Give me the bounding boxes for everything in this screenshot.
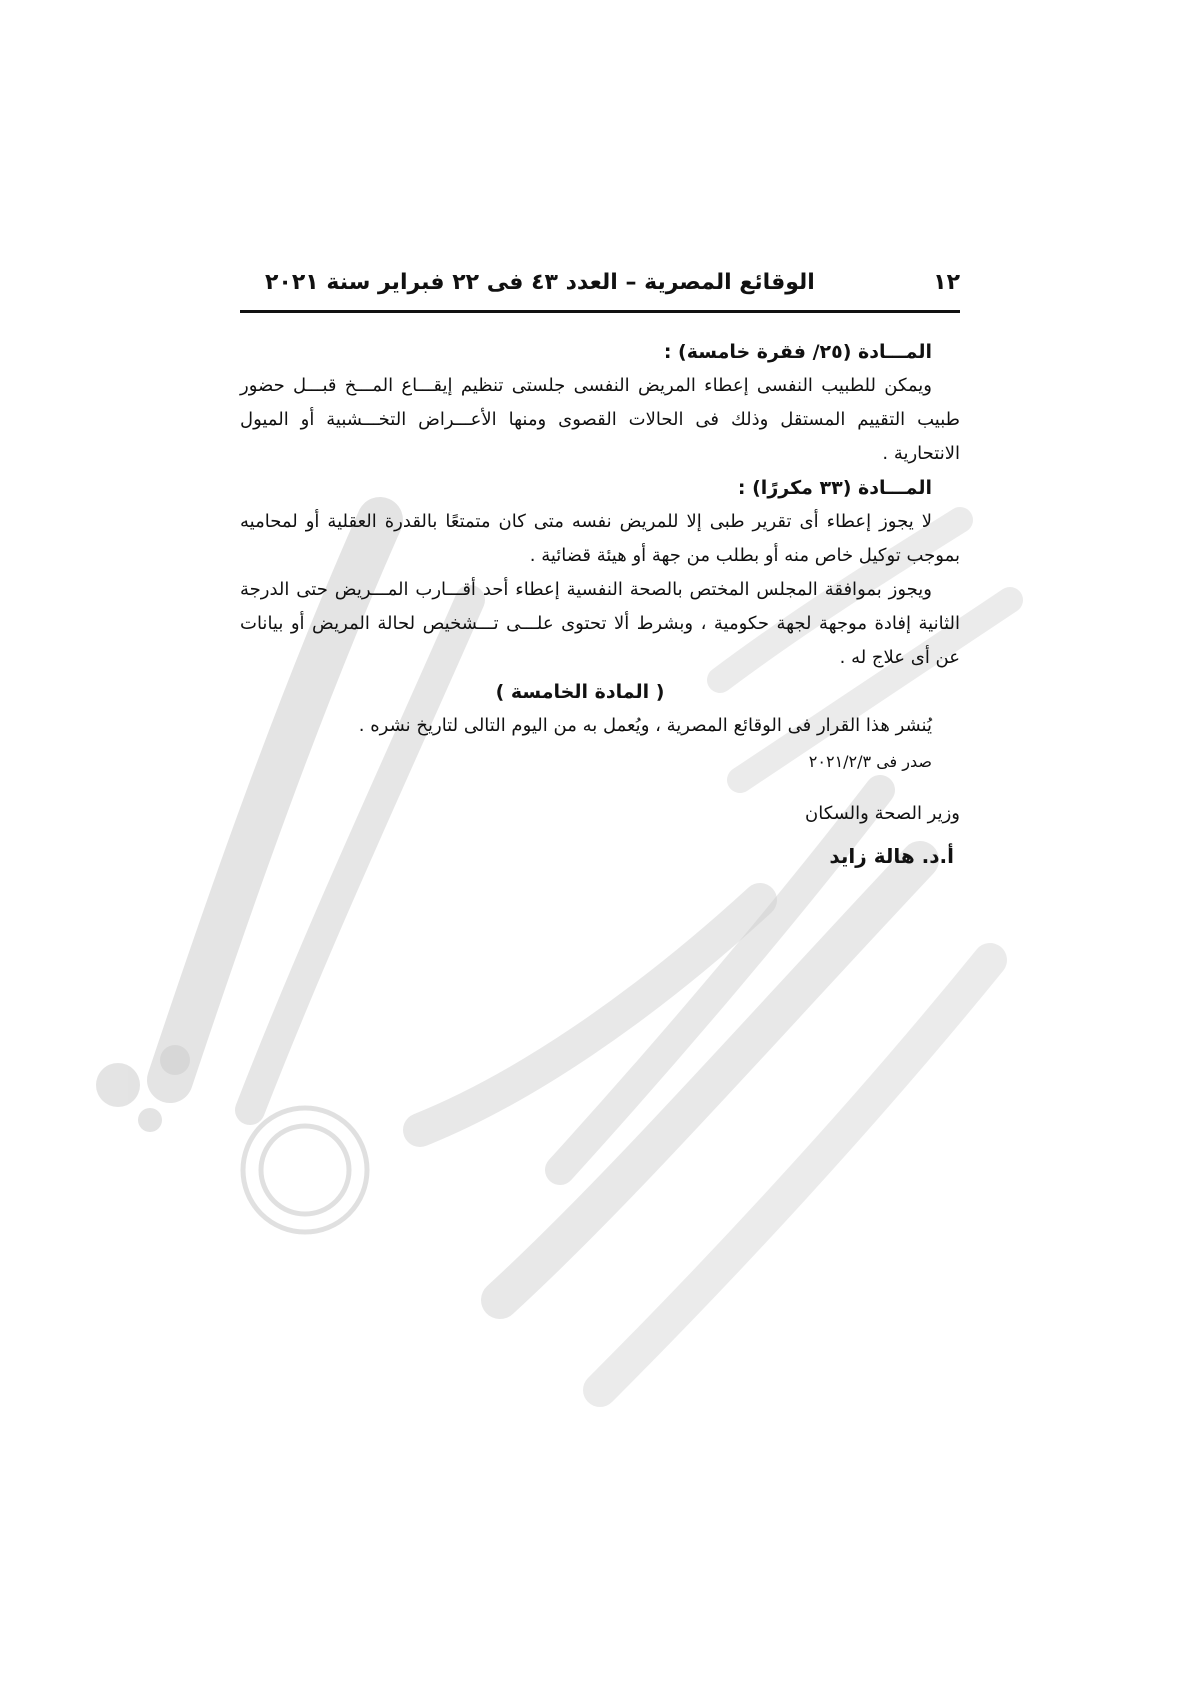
article-33-bis — [240, 471, 960, 675]
page-number: ١٢ — [933, 270, 960, 295]
gazette-title: الوقائع المصرية – العدد ٤٣ فى ٢٢ فبراير سنة ٢٠٢١ — [265, 270, 815, 295]
minister-title: وزير الصحة والسكان — [804, 803, 960, 824]
article-heading: المـــادة (٢٥/ فقرة خامسة) : — [663, 341, 932, 363]
issue-date: صدر فى ٢٠٢١/٢/٣ — [808, 752, 932, 771]
article-paragraph: لا يجوز إعطاء أى تقرير طبى إلا للمريض نفسه متى كان متمتعًا بالقدرة العقلية أو لمحاميه بموجب توكيل خاص منه أو بطلب من جهة أو هيئة قضائية . — [240, 511, 960, 566]
fifth-article-text: يُنشر هذا القرار فى الوقائع المصرية ، ويُعمل به من اليوم التالى لتاريخ نشره . — [358, 715, 932, 736]
document-page — [240, 270, 960, 873]
article-paragraph: ويمكن للطبيب النفسى إعطاء المريض النفسى جلستى تنظيم إيقـــاع المـــخ قبـــل حضور طبيب التقييم المستقل وذلك فى الحالات القصوى ومنها الأعـــراض التخـــشبية أو الميول الانتحارية . — [240, 375, 960, 464]
article-paragraph: ويجوز بموافقة المجلس المختص بالصحة النفسية إعطاء أحد أقـــارب المـــريض حتى الدرجة الثانية إفادة موجهة لجهة حكومية ، وبشرط ألا تحتوى علـــى تـــشخيص لحالة المريض أو بيانات عن أى علاج له . — [240, 579, 960, 668]
minister-name: أ.د. هالة زايد — [829, 844, 954, 868]
article-heading: المـــادة (٣٣ مكررًا) : — [737, 477, 932, 499]
signature-block — [240, 797, 960, 873]
article-25 — [240, 335, 960, 471]
fifth-article-heading: ( المادة الخامسة ) — [495, 681, 665, 703]
page-header — [240, 270, 960, 310]
header-rule — [240, 310, 960, 313]
